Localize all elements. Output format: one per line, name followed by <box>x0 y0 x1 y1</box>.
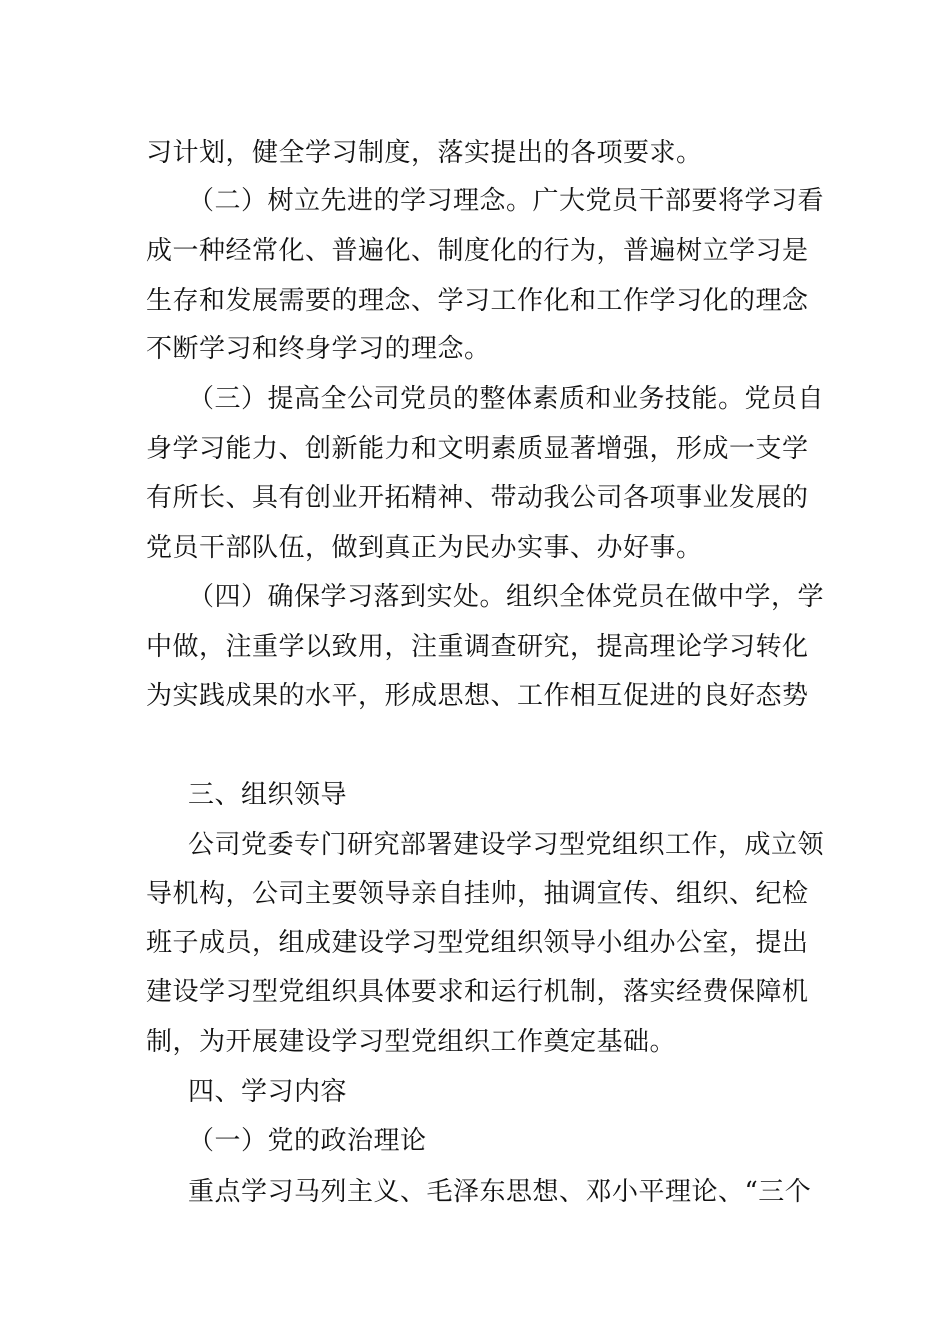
section-heading-4: 四、学习内容 <box>188 1077 348 1107</box>
text-line-12: 为实践成果的水平，形成思想、工作相互促进的良好态势 <box>146 681 809 711</box>
text-line-3: 成一种经常化、普遍化、制度化的行为，普遍树立学习是 <box>146 236 809 266</box>
section-heading-3: 三、组织领导 <box>188 780 348 810</box>
text-line-2: （二）树立先进的学习理念。广大党员干部要将学习看 <box>188 186 825 216</box>
text-line-14: 公司党委专门研究部署建设学习型党组织工作，成立领 <box>188 830 825 860</box>
text-line-17: 建设学习型党组织具体要求和运行机制，落实经费保障机 <box>146 977 809 1007</box>
text-line-5: 不断学习和终身学习的理念。 <box>146 334 491 364</box>
subsection-heading-1: （一）党的政治理论 <box>188 1126 427 1156</box>
text-line-1: 习计划，健全学习制度，落实提出的各项要求。 <box>146 138 703 168</box>
text-line-15: 导机构，公司主要领导亲自挂帅，抽调宣传、组织、纪检 <box>146 879 809 909</box>
text-line-18: 制，为开展建设学习型党组织工作奠定基础。 <box>146 1027 677 1057</box>
text-line-16: 班子成员，组成建设学习型党组织领导小组办公室，提出 <box>146 928 809 958</box>
text-line-7: 身学习能力、创新能力和文明素质显著增强，形成一支学 <box>146 434 809 464</box>
text-line-10: （四）确保学习落到实处。组织全体党员在做中学，学 <box>188 582 825 612</box>
text-line-4: 生存和发展需要的理念、学习工作化和工作学习化的理念 <box>146 286 809 316</box>
text-line-9: 党员干部队伍，做到真正为民办实事、办好事。 <box>146 533 703 563</box>
text-line-6: （三）提高全公司党员的整体素质和业务技能。党员自 <box>188 384 825 414</box>
text-line-11: 中做，注重学以致用，注重调查研究，提高理论学习转化 <box>146 632 809 662</box>
text-line-21: 重点学习马列主义、毛泽东思想、邓小平理论、“三个 <box>188 1177 812 1207</box>
text-line-8: 有所长、具有创业开拓精神、带动我公司各项事业发展的 <box>146 483 809 513</box>
